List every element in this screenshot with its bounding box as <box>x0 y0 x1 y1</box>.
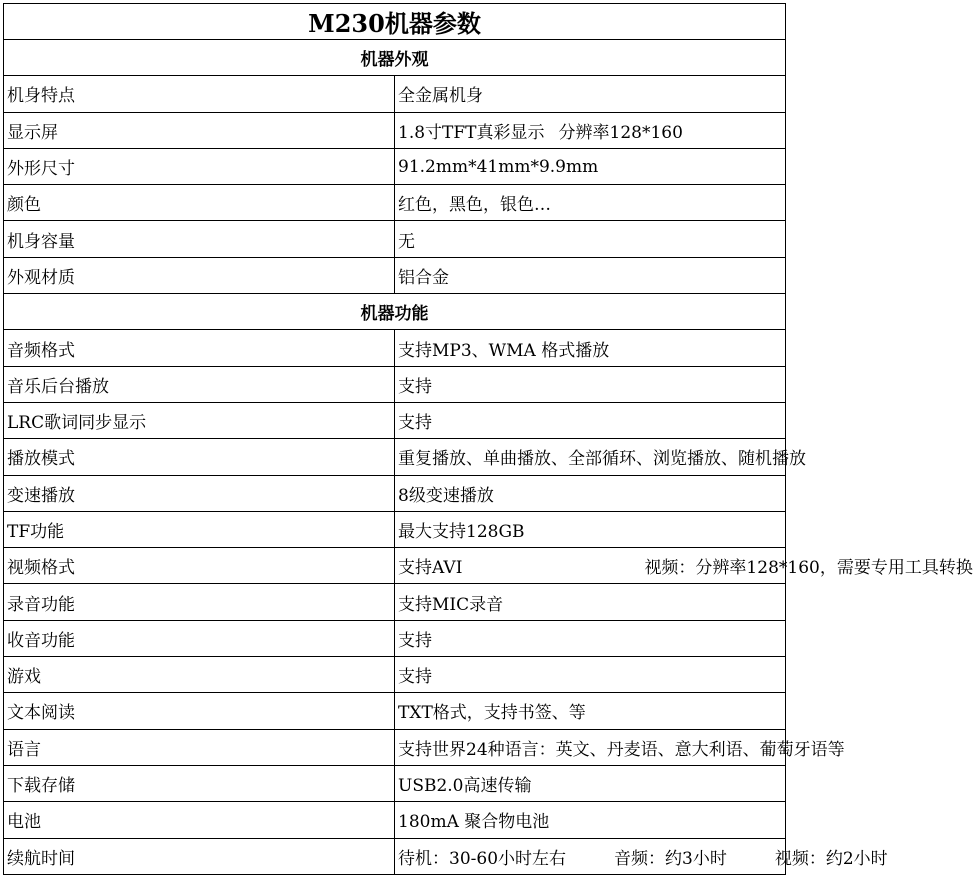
video-format: 支持AVI <box>398 558 463 579</box>
row-label: 显示屏 <box>4 112 395 148</box>
row-value: 铝合金 <box>395 257 786 293</box>
table-row <box>4 838 786 874</box>
row-value: 支持 <box>395 620 786 656</box>
row-label: 文本阅读 <box>4 693 395 729</box>
table-row <box>4 584 786 620</box>
row-value: 支持MIC录音 <box>395 584 786 620</box>
table-row <box>4 148 786 184</box>
section-header-functions: 机器功能 <box>4 294 786 330</box>
table-row <box>4 620 786 656</box>
row-value: 支持 <box>395 366 786 402</box>
row-value: 重复播放、单曲播放、全部循环、浏览播放、随机播放 <box>395 439 786 475</box>
table-row <box>4 802 786 838</box>
row-value: USB2.0高速传输 <box>395 765 786 801</box>
audio-time: 音频：约3小时 <box>614 848 727 869</box>
row-label: 播放模式 <box>4 439 395 475</box>
row-label: 音频格式 <box>4 330 395 366</box>
table-row <box>4 112 786 148</box>
row-label: 外观材质 <box>4 257 395 293</box>
table-row <box>4 330 786 366</box>
table-row <box>4 366 786 402</box>
section-row-functions <box>4 294 786 330</box>
row-label: 游戏 <box>4 657 395 693</box>
row-label: 电池 <box>4 802 395 838</box>
table-row <box>4 257 786 293</box>
row-value: 180mA 聚合物电池 <box>395 802 786 838</box>
table-row <box>4 657 786 693</box>
row-value <box>395 838 888 874</box>
table-row <box>4 511 786 547</box>
table-row <box>4 402 786 438</box>
row-value: 8级变速播放 <box>395 475 786 511</box>
section-row-appearance <box>4 40 786 76</box>
row-value: 全金属机身 <box>395 76 786 112</box>
table-row <box>4 729 786 765</box>
row-label: 语言 <box>4 729 395 765</box>
row-value <box>395 548 973 584</box>
row-value: 支持MP3、WMA 格式播放 <box>395 330 786 366</box>
row-label: 机身容量 <box>4 221 395 257</box>
video-resolution-note: 视频：分辨率128*160，需要专用工具转换 <box>644 558 973 579</box>
row-value: 91.2mm*41mm*9.9mm <box>395 148 786 184</box>
table-row <box>4 439 786 475</box>
video-time: 视频：约2小时 <box>774 848 888 869</box>
spec-title: M230机器参数 <box>4 4 786 40</box>
row-label: LRC歌词同步显示 <box>4 402 395 438</box>
standby-time: 待机：30-60小时左右 <box>398 848 567 869</box>
row-value: TXT格式，支持书签、等 <box>395 693 786 729</box>
row-value <box>395 112 786 148</box>
display-resolution: 分辨率128*160 <box>558 122 683 143</box>
row-label: 收音功能 <box>4 620 395 656</box>
table-row <box>4 221 786 257</box>
row-value: 支持 <box>395 402 786 438</box>
row-label: 视频格式 <box>4 548 395 584</box>
row-value: 支持 <box>395 657 786 693</box>
table-row <box>4 475 786 511</box>
row-label: 机身特点 <box>4 76 395 112</box>
row-label: 颜色 <box>4 185 395 221</box>
section-header-appearance: 机器外观 <box>4 40 786 76</box>
row-value: 支持世界24种语言：英文、丹麦语、意大利语、葡萄牙语等 <box>395 729 786 765</box>
table-row <box>4 76 786 112</box>
row-label: 续航时间 <box>4 838 395 874</box>
title-row <box>4 4 786 40</box>
display-spec: 1.8寸TFT真彩显示 <box>398 122 545 143</box>
row-value: 红色，黑色，银色… <box>395 185 786 221</box>
row-label: TF功能 <box>4 511 395 547</box>
row-label: 下载存储 <box>4 765 395 801</box>
table-row <box>4 185 786 221</box>
spec-table <box>3 3 973 875</box>
row-value: 最大支持128GB <box>395 511 786 547</box>
table-row <box>4 693 786 729</box>
row-label: 外形尺寸 <box>4 148 395 184</box>
row-value: 无 <box>395 221 786 257</box>
row-label: 录音功能 <box>4 584 395 620</box>
table-row <box>4 548 786 584</box>
row-label: 变速播放 <box>4 475 395 511</box>
row-label: 音乐后台播放 <box>4 366 395 402</box>
table-row <box>4 765 786 801</box>
